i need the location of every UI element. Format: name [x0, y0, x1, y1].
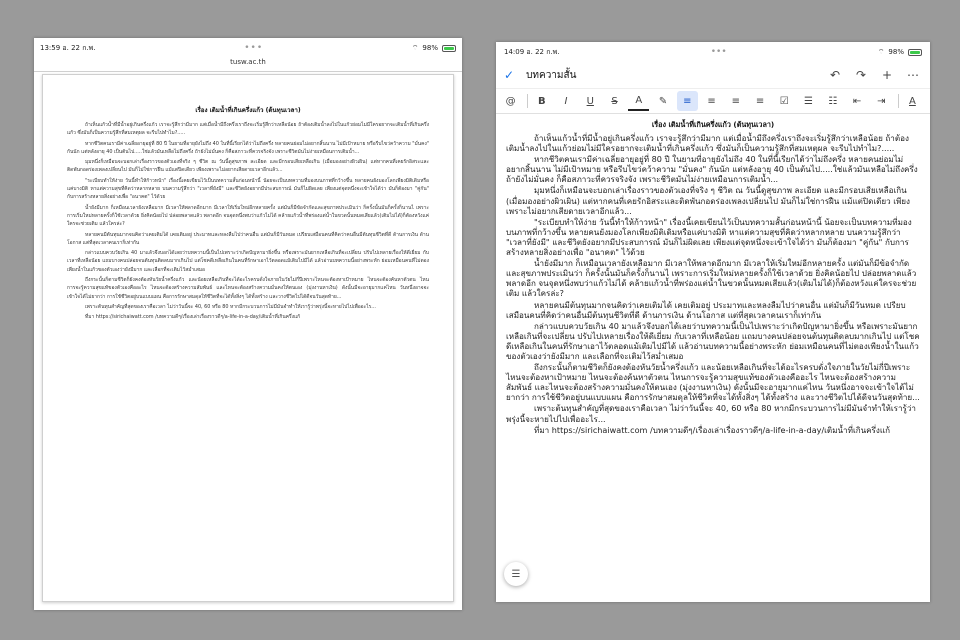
mention-icon[interactable]: @ — [505, 95, 516, 107]
left-battery-percent: 98% — [422, 44, 438, 52]
wifi-icon: ⌔ — [877, 47, 885, 56]
wifi-icon: ⌔ — [411, 43, 419, 52]
left-status-bar — [34, 38, 462, 58]
document-paragraph: ถ้าเห็นแก้วน้ำที่มีน้ำอยู่เกินครึ่งแก้ว เราจะรู้สึกว่ามีมาก แต่เมื่อน้ำมีถึงครึ่งเราถึงจะเริ่มรู้สึกว่าเหลือน้อย ถ้าต้องเติมน้ำลงไปในแก้วย่อมไม่มีใครอยากจะเติมน้ำที่เกินครึ่งแก้ว ซึ่งมันก็เป็นความรู้สึกที่สมเหตุผล จะรีบไปทำไม?..... — [67, 122, 429, 137]
document-paragraph: เพราะต้นทุนสำคัญที่สุดของเราคือเวลา ไม่ว่าวันนี้จะ 40, 60 หรือ 80 หากมีกระบวนการไม่มีมันจำทำให้เรารู้ว่าพรุ่งนี้จะหายไปไปเพื่ออะไร... — [85, 303, 376, 310]
right-multitask-dots[interactable]: ••• — [710, 47, 727, 57]
editor-paragraph[interactable]: น้ำยังมีมาก ก็เหมือนเวลายังเหลือมาก มีเวลาให้พลาดอีกมาก มีเวลาให้เริ่มใหม่อีกหลายครั้ง แต่มันก็มีข้อจำกัดและสุขภาพประเมินว่า ก็ครั้งนั้นมันก็ครั้งก็นานไ เพราะการเริ่มใหม่หลายครั้งก็ใช้เวลาด้วย ยิ่งคิดน้อยไป ปล่อยพลาดแล้ว พลาดอีก จนจุดหนึ่งพบว่าแก้วไม่ได้ คล้ายแก้วน้ำที่พร่องแต่น้ำในขวดนั้นหมดเสียแล้ว(เติมไม่ได้)ก็ต้องหวังแค่ใครจะช่วยเติม แล้วใครล่ะ? — [506, 258, 917, 299]
editor-paragraph[interactable]: ถึงกระนั้นก็ตามชีวิตก็ยังคงต้องหันวัยน้ำครึ่งแก้ว และน้อยเหลือเกินที่จะได้อะไรครบดั่งใจภายในวัยไม่กี่ปีเพราะไหนจะต้องหาเป้าหมาย ไหนจะต้องค้นหาตัวตน ไหนการจะรู้ความสุขแท้ของตัวเองคืออะไร ไหนจะต้องสร้างความสัมพันธ์ และไหนจะต้องสร้างความมั่นคงให้ตนเอง (มุ่งงานหาเงิน) ดังนั้นมีจะอายุมากแค่ไหน วันหนึ่งอาจจะเข้าใจได้ไม่ยากว่า การใช้ชีวิตอยู่บนแบบแผน คือการรักษาสมดุลให้ชีวิตที่จะได้ทั้งสิ่งๆ ได้ทั้งสร้าง และวางชีวิตไปได้ดีจนวันสุดท้าย... — [506, 362, 920, 403]
increase-indent-icon[interactable]: ⇥ — [877, 95, 886, 107]
editor-paragraph[interactable]: กล่าวแบบควบวัยเกิน 40 มาแล้วจึงบอกได้เลยว่าบทความนี้เป็นไปเพราะว่าเกิดปัญหามายิ่งขึ้น หรือเพราะมันยากเหลือเกินที่จะเปลี่ยน ปรับไปเหลายเรื่องให้ดีเยี่ยม กับเวลาที่เหลือน้อย แถมบางคนปล่อยจนต้นทุนติดลบมากเกินไป แต่โชคดีเหลือเกินในคนที่รักษาเอาไว้ตลอดแม้เติมไปมีได้ แล้วอ่านบทความนี้อย่างพระหัก ย่อมเหมือนคนที่ไม่ตองเพียงน้ำในแก้วของตัวเองว่ายังมีมาก และเลือกที่จะเติมไว้สม่ำเสมอ — [506, 320, 920, 361]
text-format-icon[interactable]: A — [908, 95, 916, 107]
document-paragraph: หากชีวิตคนเรามีค่าเฉลี่ยอายุอยู่ที่ 80 ปี ในยามที่อายุยังไม่ถึง 40 ในที่นี้เรียกได้ว่าไม่ถึงครึ่ง หลายคนย่อมไม่อยากสิ้นนาน ไม่มีเป้าหมาย หรือรีบไขว่คว้าความ "มั่นคง" กันนัก แต่หลังอายุ 40 เป็นต้นไป.....ใช่แล้วมันเหลือไม่ถึงครึ่ง ถ้ายังไม่มั่นคง ก็คือสภาวะที่ควรจริงจัง เพราะชีวิตมันไม่ง่ายเหมือนการเติมน้ำ... — [67, 140, 430, 155]
right-app-window — [496, 42, 930, 602]
add-icon[interactable]: + — [881, 68, 893, 82]
right-status-time: 14:09 — [504, 47, 525, 56]
left-app-window — [34, 38, 462, 610]
strikethrough-icon[interactable]: S — [611, 95, 618, 107]
editor-paragraph[interactable]: มุมหนึ่งก็เหมือนจะบอกเล่าเรื่องราวของตัวเองที่จริง ๆ ชีวิต ณ วันนี้ดูสุขภาพ ละเอียด และมีกรอบเสียเหลือเกิน (เมื่อมองอย่างผิวเผิน) แต่หากคนที่เคยรักอิสระและติดพันกอดร่องเพลงเปลี่ยนไป มันก็ไม่ใช่การฝืน แม้แต่ปิดเดียว เพียงเพราะไม่อยากเสียดายเวลาอีกแล้ว... — [506, 185, 911, 216]
editor-paragraph[interactable]: หลายคนมีต้นทุนมากจนคิดว่าเคยเติมได้ เคยเติมอยู่ ประมาทและหลงลืมไปว่าคนอื่น แต่มันก็มีวันหมด เปรียบเสมือนคนที่คิดว่าคนอื่นมีต้นทุนชีวิตที่ดี ด้านการเงิน ด้านโอกาส แต่ที่สุดเวลาคนเราก็เท่ากัน — [506, 299, 906, 320]
numbered-list-icon[interactable]: ☷ — [828, 95, 838, 107]
editor-top-toolbar — [496, 62, 930, 88]
editor-paragraph[interactable]: เพราะต้นทุนสำคัญที่สุดของเราคือเวลา ไม่ว่าวันนี้จะ 40, 60 หรือ 80 หากมีกระบวนการไม่มีมันจำทำให้เรารู้ว่าพรุ่งนี้จะหายไปไปเพื่ออะไร... — [506, 403, 916, 424]
document-paragraph: น้ำยังมีมาก ก็เหมือนเวลายังเหลือมาก มีเวลาให้พลาดอีกมาก มีเวลาให้เริ่มใหม่อีกหลายครั้ง แต่มันก็มีข้อจำกัดและสุขภาพประเมินว่า ก็ครั้งนั้นมันก็ครั้งก็นานไ เพราะการเริ่มใหม่หลายครั้งก็ใช้เวลาด้วย ยิ่งคิดน้อยไป ปล่อยพลาดแล้ว พลาดอีก จนจุดหนึ่งพบว่าแก้วไม่ได้ คล้ายแก้วน้ำที่พร่องแต่น้ำในขวดนั้นหมดเสียแล้ว(เติมไม่ได้)ก็ต้องหวังแค่ใครจะช่วยเติม แล้วใครล่ะ? — [67, 204, 429, 228]
highlight-icon[interactable]: ✎ — [658, 95, 668, 107]
justify-icon[interactable]: ≡ — [755, 95, 765, 107]
format-toolbar — [496, 88, 930, 114]
document-paragraph: "ระเบียบทำให้ง่าย วันนี้ทำให้ก้าวหน้า" เรื่องนี้เคยเขียนไว้เป็นบทความสั้นก่อนหน้านี้ น้อยจะเป็นบทความที่มองบนภาพที่กว้างขึ้น หลายคนยังมองโลกเพียงมิติเดิมหรือแค่บางมิติ หาแต่ความสุขที่คิดว่าหลากหลาย บนความรู้สึกว่า "เวลาที่ยังมี" และชีวิตยังอยากมีประสบการณ์ มันก็ไม่ผิดเลย เพียงแต่จุดหนึ่งจะเข้าใจได้ว่า มันก็ต้องมา "คู่กัน" กับการสร้างหลายสิ่งอย่างเพื่อ "อนาคต" ไว้ด้วย — [67, 177, 429, 201]
editor-paragraph[interactable]: หากชีวิตคนเรามีค่าเฉลี่ยอายุอยู่ที่ 80 ปี ในยามที่อายุยังไม่ถึง 40 ในที่นี้เรียกได้ว่าไม่ถึงครึ่ง หลายคนย่อมไม่อยากสิ้นนาน ไม่มีเป้าหมาย หรือรีบไขว่คว้าความ "มั่นคง" กันนัก แต่หลังอายุ 40 เป็นต้นไป.....ใช่แล้วมันเหลือไม่ถึงครึ่ง ถ้ายังไม่มั่นคง ก็คือสภาวะที่ควรจริงจัง เพราะชีวิตมันไม่ง่ายเหมือนการเติมน้ำ... — [506, 154, 918, 185]
document-name: บทความสั้น — [526, 69, 577, 81]
document-paragraph: กล่าวแบบควบวัยเกิน 40 มาแล้วจึงบอกได้เลยว่าบทความนี้เป็นไปเพราะว่าเกิดปัญหามายิ่งขึ้น หรือเพราะมันยากเหลือเกินที่จะเปลี่ยน ปรับไปเหลายเรื่องให้ดีเยี่ยม กับเวลาที่เหลือน้อย แถมบางคนปล่อยจนต้นทุนติดลบมากเกินไป แต่โชคดีเหลือเกินในคนที่รักษาเอาไว้ตลอดแม้เติมไปมีได้ แล้วอ่านบทความนี้อย่างพระหัก ย่อมเหมือนคนที่ไม่ตองเพียงน้ำในแก้วของตัวเองว่ายังมีมาก และเลือกที่จะเติมไว้สม่ำเสมอ — [67, 250, 429, 273]
decrease-indent-icon[interactable]: ⇤ — [852, 95, 862, 107]
more-options-icon[interactable]: ⋯ — [907, 68, 919, 82]
bold-icon[interactable]: B — [537, 95, 546, 107]
editor-body[interactable] — [496, 116, 930, 602]
battery-icon — [442, 45, 456, 52]
editor-paragraph[interactable]: ถ้าเห็นแก้วน้ำที่มีน้ำอยู่เกินครึ่งแก้ว เราจะรู้สึกว่ามีมาก แต่เมื่อน้ำมีถึงครึ่งเราถึงจะเริ่มรู้สึกว่าเหลือน้อย ถ้าต้องเติมน้ำลงไปในแก้วย่อมไม่มีใครอยากจะเติมน้ำที่เกินครึ่งแก้ว ซึ่งมันก็เป็นความรู้สึกที่สมเหตุผล จะรีบไปทำไม?..... — [506, 133, 909, 154]
right-battery-percent: 98% — [888, 48, 904, 56]
done-check-icon[interactable]: ✓ — [504, 68, 515, 82]
italic-icon[interactable]: I — [564, 95, 568, 107]
toolbar-divider — [527, 94, 528, 108]
align-right-icon[interactable]: ≡ — [731, 95, 740, 107]
left-multitask-dots[interactable]: ••• — [244, 43, 264, 53]
left-status-date: อ. 22 ก.พ. — [62, 43, 96, 52]
document-paragraph: มุมหนึ่งก็เหมือนจะบอกเล่าเรื่องราวของตัวเองที่จริง ๆ ชีวิต ณ วันนี้ดูสุขภาพ ละเอียด และมีกรอบเสียเหลือเกิน (เมื่อมองอย่างผิวเผิน) แต่หากคนที่เคยรักอิสระและติดพันกอดร่องเพลงเปลี่ยนไป มันก็ไม่ใช่การฝืน แม้แต่ปิดเดียว เพียงเพราะไม่อยากเสียดายเวลาอีกแล้ว... — [67, 159, 429, 174]
document-paragraph: ถึงกระนั้นก็ตามชีวิตก็ยังคงต้องหันวัยน้ำครึ่งแก้ว และน้อยเหลือเกินที่จะได้อะไรครบดั่งใจภายในวัยไม่กี่ปีเพราะไหนจะต้องหาเป้าหมาย ไหนจะต้องค้นหาตัวตน ไหนการจะรู้ความสุขแท้ของตัวเองคืออะไร ไหนจะต้องสร้างความสัมพันธ์ และไหนจะต้องสร้างความมั่นคงให้ตนเอง (มุ่งงานหาเงิน) ดังนั้นมีจะอายุมากแค่ไหน วันหนึ่งอาจจะเข้าใจได้ไม่ยากว่า การใช้ชีวิตอยู่บนแบบแผน คือการรักษาสมดุลให้ชีวิตที่จะได้ทั้งสิ่งๆ ได้ทั้งสร้าง และวางชีวิตไปได้ดีจนวันสุดท้าย... — [67, 277, 429, 300]
align-left-icon[interactable]: ≡ — [677, 91, 698, 111]
document-title: เรื่อง เติมน้ำที่เกินครึ่งแก้ว (ต้นทุนเวลา) — [195, 107, 301, 114]
editor-source[interactable]: ที่มา https://sirichaiwatt.com /บทความดีๆ/เรื่องเล่าเรื่องราวดีๆ/a-life-in-a-day/เติมน้ำที่เกินครึ่งแก้ — [534, 424, 890, 435]
document-page — [42, 74, 454, 602]
outline-icon: ☰ — [511, 568, 521, 580]
right-status-date: อ. 22 ก.พ. — [526, 47, 560, 56]
right-status-bar — [496, 42, 930, 62]
undo-icon[interactable]: ↶ — [829, 68, 841, 82]
document-source: ที่มา https://sirichaiwatt.com /บทความดีๆ/เรื่องเล่าเรื่องราวดีๆ/a-life-in-a-day/เติมน้ำที่เกินครึ่งแก้ — [85, 314, 301, 321]
editor-paragraph[interactable]: "ระเบียบทำให้ง่าย วันนี้ทำให้ก้าวหน้า" เรื่องนี้เคยเขียนไว้เป็นบทความสั้นก่อนหน้านี้ น้อยจะเป็นบทความที่มองบนภาพที่กว้างขึ้น หลายคนยังมองโลกเพียงมิติเดิมหรือแค่บางมิติ หาแต่ความสุขที่คิดว่าหลากหลาย บนความรู้สึกว่า "เวลาที่ยังมี" และชีวิตยังอยากมีประสบการณ์ มันก็ไม่ผิดเลย เพียงแต่จุดหนึ่งจะเข้าใจได้ว่า มันก็ต้องมา "คู่กัน" กับการสร้างหลายสิ่งอย่างเพื่อ "อนาคต" ไว้ด้วย — [506, 216, 912, 258]
checklist-icon[interactable]: ☑ — [779, 95, 789, 107]
text-color-icon[interactable]: A — [628, 91, 649, 111]
battery-icon — [908, 49, 922, 56]
editor-document-title[interactable]: เรื่อง เติมน้ำที่เกินครึ่งแก้ว (ต้นทุนเวลา) — [651, 120, 775, 129]
redo-icon[interactable]: ↷ — [855, 68, 867, 82]
bulleted-list-icon[interactable]: ☰ — [804, 95, 813, 107]
outline-button[interactable] — [504, 562, 528, 586]
toolbar-divider — [898, 94, 899, 108]
address-bar[interactable]: tusw.ac.th — [34, 58, 462, 72]
underline-icon[interactable]: U — [586, 95, 594, 107]
align-center-icon[interactable]: ≡ — [707, 95, 716, 107]
left-status-time: 13:59 — [40, 43, 61, 52]
document-paragraph: หลายคนมีต้นทุนมากจนคิดว่าเคยเติมได้ เคยเติมอยู่ ประมาทและหลงลืมไปว่าคนอื่น แต่มันก็มีวันหมด เปรียบเสมือนคนที่คิดว่าคนอื่นมีต้นทุนชีวิตที่ดี ด้านการเงิน ด้านโอกาส แต่ที่สุดเวลาคนเราก็เท่ากัน — [67, 231, 429, 246]
